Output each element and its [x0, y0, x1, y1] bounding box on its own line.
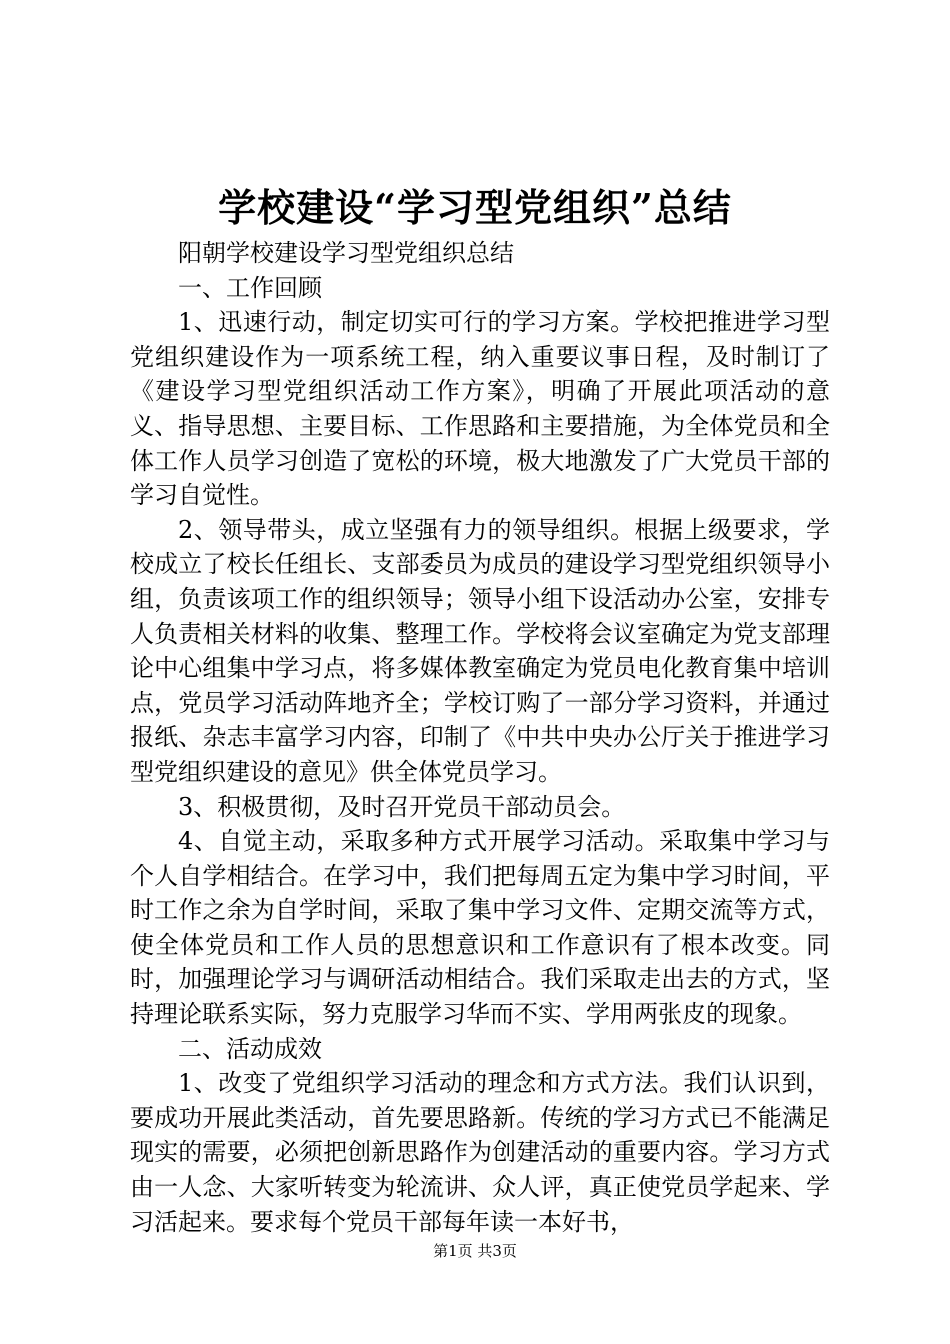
document-body	[130, 236, 830, 1239]
paragraph-subtitle: 阳朝学校建设学习型党组织总结	[178, 239, 514, 267]
paragraph-item-4: 4、自觉主动，采取多种方式开展学习活动。采取集中学习与个人自学相结合。在学习中，我们把每周五定为集中学习时间，平时工作之余为自学时间，采取了集中学习文件、定期交流等方式，使全体党员和工作人员的思想意识和工作意识有了根本改变。同时，加强理论学习与调研活动相结合。我们采取走出去的方式，坚持理论联系实际，努力克服学习华而不实、学用两张皮的现象。	[130, 827, 830, 1029]
section-heading-review: 一、工作回顾	[178, 273, 322, 302]
paragraph-item-2: 2、领导带头，成立坚强有力的领导组织。根据上级要求，学校成立了校长任组长、支部委员为成员的建设学习型党组织领导小组，负责该项工作的组织领导；领导小组下设活动办公室，安排专人负责相关材料的收集、整理工作。学校将会议室确定为党支部理论中心组集中学习点，将多媒体教室确定为党员电化教育集中培训点，党员学习活动阵地齐全；学校订购了一部分学习资料，并通过报纸、杂志丰富学习内容，印制了《中共中央办公厅关于推进学习型党组织建设的意见》供全体党员学习。	[130, 515, 830, 786]
paragraph-result-1: 1、改变了党组织学习活动的理念和方式方法。我们认识到，要成功开展此类活动，首先要思路新。传统的学习方式已不能满足现实的需要，必须把创新思路作为创建活动的重要内容。学习方式由一人念、大家听转变为轮流讲、众人评，真正使党员学起来、学习活起来。要求每个党员干部每年读一本好书，	[130, 1069, 830, 1236]
page-footer: 第1页 共3页	[433, 1242, 517, 1260]
paragraph-item-3: 3、积极贯彻，及时召开党员干部动员会。	[178, 792, 626, 821]
document-title: 学校建设“学习型党组织”总结	[218, 185, 732, 230]
section-heading-results: 二、活动成效	[178, 1034, 322, 1063]
paragraph-item-1: 1、迅速行动，制定切实可行的学习方案。学校把推进学习型党组织建设作为一项系统工程，纳入重要议事日程，及时制订了《建设学习型党组织活动工作方案》，明确了开展此项活动的意义、指导思想、主要目标、工作思路和主要措施，为全体党员和全体工作人员学习创造了宽松的环境，极大地激发了广大党员干部的学习自觉性。	[130, 308, 830, 510]
